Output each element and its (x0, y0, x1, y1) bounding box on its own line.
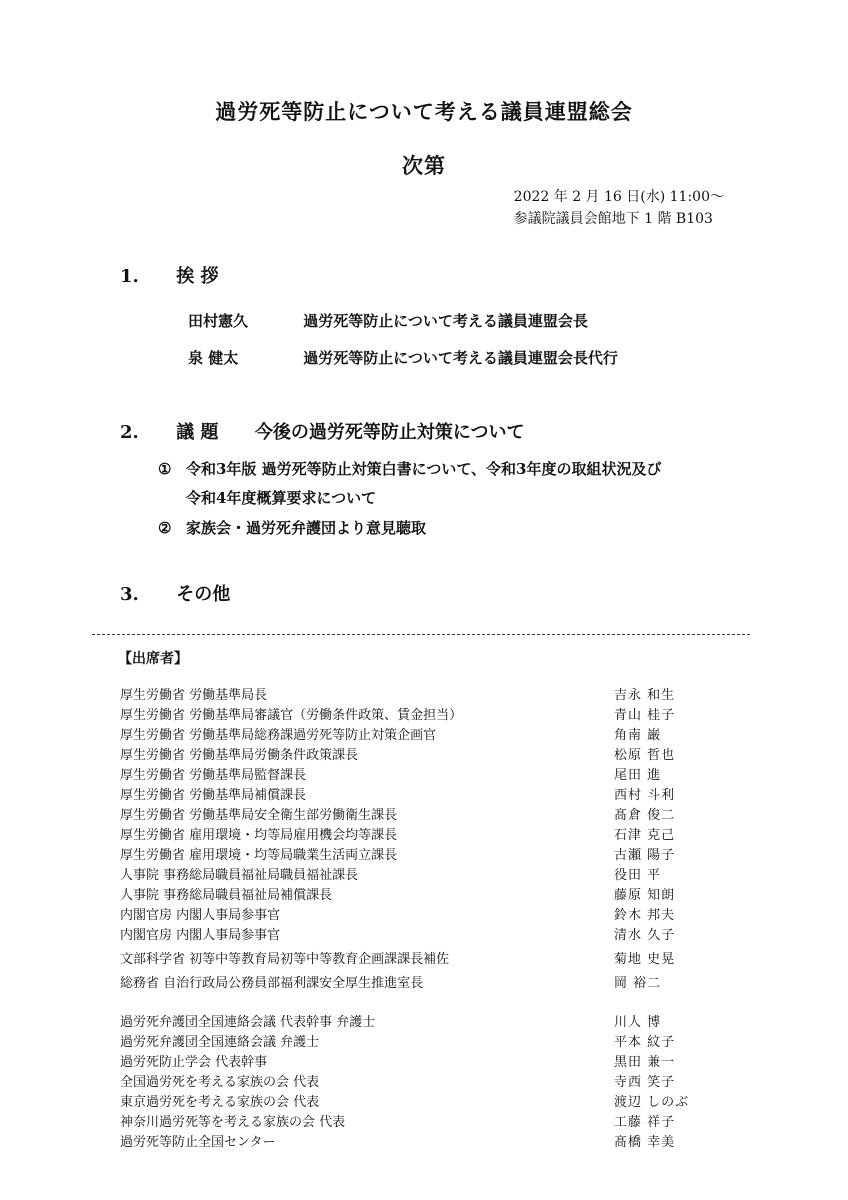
greeting-role: 過労死等防止について考える議員連盟会長 (303, 312, 588, 330)
attendee-name: 吉永 和生 (614, 688, 676, 703)
greeting-row (188, 310, 588, 331)
agenda-item (158, 514, 426, 543)
agenda-item-marker: ② (158, 519, 172, 537)
section-agenda (120, 418, 524, 444)
attendees-heading: 【出席者】 (118, 651, 188, 667)
attendee-name: 菊地 史晃 (614, 952, 676, 967)
attendee-org: 厚生労働省 労働基準局長 (120, 688, 268, 703)
attendee-org: 内閣官房 内閣人事局参事官 (120, 908, 281, 923)
section-greeting (120, 262, 219, 288)
attendee-org: 厚生労働省 労働基準局補償課長 (120, 788, 307, 803)
attendee-name: 岡 裕二 (614, 976, 662, 991)
attendee-name: 黒田 兼一 (614, 1055, 676, 1070)
attendee-name: 西村 斗利 (614, 788, 676, 803)
attendee-org: 過労死弁護団全国連絡会議 代表幹事 弁護士 (120, 1015, 376, 1030)
attendee-org: 厚生労働省 雇用環境・均等局雇用機会均等課長 (120, 828, 398, 843)
page-subtitle: 次第 (402, 153, 446, 178)
attendee-name: 髙倉 俊二 (614, 808, 676, 823)
page-title: 過労死等防止について考える議員連盟総会 (215, 99, 633, 124)
greeting-name: 田村憲久 (188, 312, 249, 330)
attendee-org: 厚生労働省 労働基準局労働条件政策課長 (120, 748, 359, 763)
attendee-org: 全国過労死を考える家族の会 代表 (120, 1075, 320, 1090)
attendee-name: 工藤 祥子 (614, 1115, 676, 1130)
attendee-org: 総務省 自治行政局公務員部福利課安全厚生推進室長 (120, 976, 424, 991)
attendee-org: 厚生労働省 労働基準局監督課長 (120, 768, 307, 783)
greeting-name: 泉 健太 (188, 349, 239, 367)
attendee-org: 厚生労働省 労働基準局安全衛生部労働衛生課長 (120, 808, 398, 823)
attendee-name: 役田 平 (614, 868, 662, 883)
attendee-org: 過労死弁護団全国連絡会議 弁護士 (120, 1035, 320, 1050)
section-other (120, 580, 230, 606)
attendee-name: 角南 巌 (614, 728, 662, 743)
attendee-name: 渡辺 しのぶ (614, 1095, 690, 1110)
section-number: 1. (120, 266, 139, 287)
attendee-org: 過労死等防止全国センター (120, 1135, 276, 1150)
attendee-name: 尾田 進 (614, 768, 662, 783)
attendee-org: 人事院 事務総局職員福祉局補償課長 (120, 888, 333, 903)
attendee-org: 内閣官房 内閣人事局参事官 (120, 928, 281, 943)
attendee-name: 鈴木 邦夫 (614, 908, 676, 923)
dashed-divider (92, 634, 750, 635)
attendee-org: 過労死防止学会 代表幹事 (120, 1055, 268, 1070)
attendee-org: 文部科学省 初等中等教育局初等中等教育企画課課長補佐 (120, 952, 450, 967)
attendee-name: 清水 久子 (614, 928, 676, 943)
agenda-item (158, 455, 662, 513)
section-label: その他 (176, 584, 231, 605)
attendee-org: 東京過労死を考える家族の会 代表 (120, 1095, 320, 1110)
attendee-name: 石津 克己 (614, 828, 676, 843)
attendee-name: 川人 博 (614, 1015, 662, 1030)
attendee-name: 寺西 笑子 (614, 1075, 676, 1090)
agenda-item-marker: ① (158, 460, 172, 478)
attendee-org: 厚生労働省 雇用環境・均等局職業生活両立課長 (120, 848, 398, 863)
greeting-row (188, 347, 618, 368)
greeting-role: 過労死等防止について考える議員連盟会長代行 (303, 349, 618, 367)
meeting-datetime: 2022 年 2 月 16 日(水) 11:00～ (513, 189, 724, 205)
meeting-meta (514, 186, 724, 230)
attendee-org: 神奈川過労死等を考える家族の会 代表 (120, 1115, 346, 1130)
attendee-name: 松原 哲也 (614, 748, 676, 763)
attendee-name: 青山 桂子 (614, 708, 676, 723)
agenda-item-line: 令和3年版 過労死等防止対策白書について、令和3年度の取組状況及び (186, 460, 662, 478)
agenda-item-line: 令和4年度概算要求について (186, 489, 377, 507)
attendee-name: 古瀬 陽子 (614, 848, 676, 863)
agenda-item-line: 家族会・過労死弁護団より意見聴取 (186, 519, 427, 537)
attendee-name: 平本 紋子 (614, 1035, 676, 1050)
section-number: 3. (120, 584, 139, 605)
attendee-name: 藤原 知朗 (614, 888, 676, 903)
attendee-name: 髙橋 幸美 (614, 1135, 676, 1150)
attendee-org: 厚生労働省 労働基準局審議官（労働条件政策、賃金担当） (120, 708, 463, 723)
attendee-org: 厚生労働省 労働基準局総務課過労死等防止対策企画官 (120, 728, 437, 743)
section-label: 挨 拶 (176, 266, 219, 287)
attendee-org: 人事院 事務総局職員福祉局職員福祉課長 (120, 868, 359, 883)
section-number: 2. (120, 422, 139, 443)
meeting-venue: 参議院議員会館地下 1 階 B103 (513, 211, 713, 227)
section-label: 議 題 (176, 422, 219, 443)
section-description: 今後の過労死等防止対策について (254, 422, 525, 443)
